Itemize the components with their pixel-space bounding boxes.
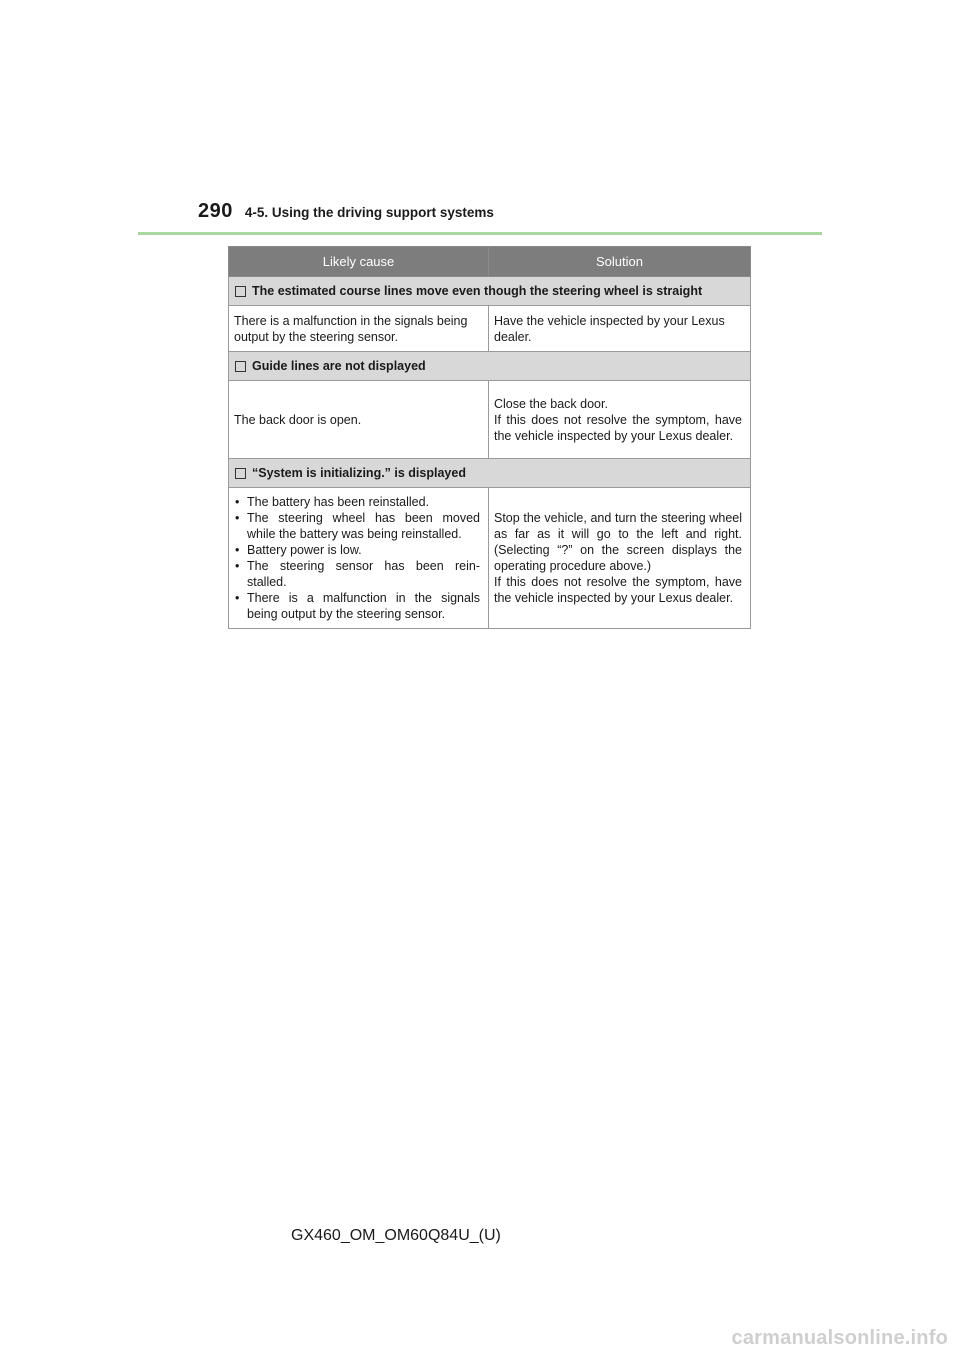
list-item: • There is a malfunction in the signals being output by the steering sensor.: [234, 590, 480, 622]
cause-cell: There is a malfunction in the signals being output by the steering sensor.: [229, 306, 489, 352]
solution-cell: [489, 381, 751, 459]
solution-line: If this does not resolve the symptom, have the vehicle inspected by your Lexus dealer.: [494, 412, 742, 443]
section-title-initializing: “System is initializing.” is displayed: [252, 466, 466, 480]
column-header-likely-cause: Likely cause: [229, 247, 489, 277]
column-header-solution: Solution: [489, 247, 751, 277]
document-code: GX460_OM_OM60Q84U_(U): [291, 1227, 501, 1244]
cause-list: [234, 494, 480, 622]
solution-line: Stop the vehicle, and turn the steering wheel as far as it will go to the left and right. (Selecting “?” on the screen displays the operating procedure above.): [494, 511, 742, 573]
solution-line: If this does not resolve the symptom, have the vehicle inspected by your Lexus dealer.: [494, 575, 742, 605]
troubleshooting-table: [228, 246, 751, 629]
section-row-guide-lines: [229, 352, 751, 381]
section-row-course-lines: [229, 277, 751, 306]
table-header-row: [229, 247, 751, 277]
page-number: 290: [198, 200, 233, 222]
solution-cell: Have the vehicle inspected by your Lexus dealer.: [489, 306, 751, 352]
section-row-initializing: [229, 459, 751, 488]
section-title-course-lines: The estimated course lines move even though the steering wheel is straight: [252, 284, 703, 298]
section-title: 4-5. Using the driving support systems: [244, 205, 494, 220]
solution-cell: [489, 488, 751, 629]
page-header: [198, 200, 494, 223]
section-title-guide-lines: Guide lines are not displayed: [252, 359, 426, 373]
list-item: • The steering wheel has been moved while the battery was being reinstalled.: [234, 510, 480, 542]
header-divider: [138, 232, 822, 235]
watermark: carmanualsonline.info: [731, 1327, 948, 1349]
table-row: [229, 381, 751, 459]
list-item: • The steering sensor has been rein-stalled.: [234, 558, 480, 590]
table-row: [229, 306, 751, 352]
table-row: [229, 488, 751, 629]
checkbox-icon: [235, 361, 246, 372]
checkbox-icon: [235, 286, 246, 297]
checkbox-icon: [235, 468, 246, 479]
list-item: • The battery has been reinstalled.: [234, 494, 480, 510]
list-item: • Battery power is low.: [234, 542, 480, 558]
solution-line: Close the back door.: [494, 396, 608, 411]
cause-cell: [229, 488, 489, 629]
cause-cell: The back door is open.: [229, 381, 489, 459]
